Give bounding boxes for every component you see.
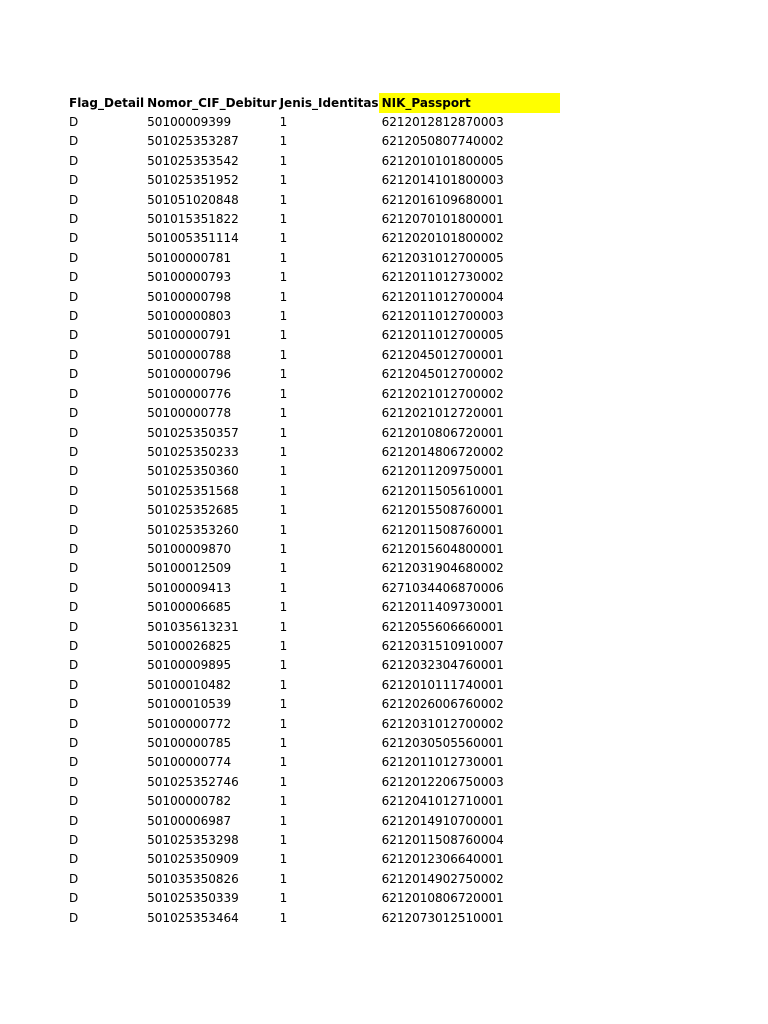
cell-flag-detail[interactable]: D bbox=[69, 483, 79, 498]
cell-nik-passport[interactable]: 6212055606660001 bbox=[381, 619, 504, 634]
table-row bbox=[66, 870, 560, 889]
cell-nomor-cif-debitur[interactable]: 50100000785 bbox=[147, 736, 232, 750]
debitur-table bbox=[66, 93, 560, 928]
cell-nik-passport[interactable]: 6271034406870006 bbox=[381, 580, 504, 595]
cell-jenis-identitas[interactable]: 1 bbox=[279, 231, 288, 246]
cell-jenis-identitas[interactable]: 1 bbox=[279, 134, 288, 149]
cell-flag-detail[interactable]: D bbox=[69, 541, 79, 556]
cell-nomor-cif-debitur[interactable]: 501025352685 bbox=[147, 503, 239, 518]
cell-flag-detail[interactable]: D bbox=[69, 444, 79, 459]
cell-flag-detail[interactable]: D bbox=[69, 212, 79, 227]
cell-jenis-identitas[interactable]: 1 bbox=[279, 406, 288, 421]
cell-nik-passport[interactable]: 6212011508760001 bbox=[381, 522, 504, 537]
table-row bbox=[66, 909, 560, 928]
cell-jenis-identitas[interactable]: 1 bbox=[279, 444, 288, 459]
header-flag-detail[interactable]: Flag_Detail bbox=[69, 96, 145, 110]
cell-nik-passport[interactable]: 6212011012700005 bbox=[381, 328, 504, 343]
cell-jenis-identitas[interactable]: 1 bbox=[279, 561, 288, 576]
cell-nik-passport[interactable]: 6212011505610001 bbox=[381, 483, 504, 498]
cell-nomor-cif-debitur[interactable]: 501015351822 bbox=[147, 212, 239, 227]
cell-nomor-cif-debitur[interactable]: 50100009413 bbox=[147, 580, 232, 595]
cell-nomor-cif-debitur[interactable]: 50100026825 bbox=[147, 638, 232, 653]
cell-nik-passport[interactable]: 6212014101800003 bbox=[381, 173, 504, 188]
cell-jenis-identitas[interactable]: 1 bbox=[279, 891, 288, 906]
cell-flag-detail[interactable]: D bbox=[69, 755, 79, 770]
cell-nomor-cif-debitur[interactable]: 501025353287 bbox=[147, 134, 239, 149]
table-row bbox=[66, 501, 560, 520]
table-row bbox=[66, 889, 560, 908]
cell-nik-passport[interactable]: 6212050807740002 bbox=[381, 134, 504, 149]
table-row bbox=[66, 307, 560, 326]
cell-jenis-identitas[interactable]: 1 bbox=[279, 755, 288, 770]
cell-nik-passport[interactable]: 6212011409730001 bbox=[381, 600, 504, 615]
cell-flag-detail[interactable]: D bbox=[69, 580, 79, 595]
cell-jenis-identitas[interactable]: 1 bbox=[279, 173, 288, 188]
table-row bbox=[66, 210, 560, 229]
cell-nik-passport[interactable]: 6212012206750003 bbox=[381, 774, 504, 789]
cell-jenis-identitas[interactable]: 1 bbox=[279, 600, 288, 615]
cell-nik-passport[interactable]: 6212021012700002 bbox=[381, 386, 504, 401]
cell-nik-passport[interactable]: 6212010111740001 bbox=[381, 677, 504, 692]
cell-flag-detail[interactable]: D bbox=[69, 774, 79, 789]
cell-flag-detail[interactable]: D bbox=[69, 270, 79, 285]
cell-nomor-cif-debitur[interactable]: 50100000776 bbox=[147, 386, 232, 401]
cell-flag-detail[interactable]: D bbox=[69, 522, 79, 537]
cell-flag-detail[interactable]: D bbox=[69, 309, 79, 324]
cell-jenis-identitas[interactable]: 1 bbox=[279, 309, 288, 324]
cell-nomor-cif-debitur[interactable]: 50100010539 bbox=[147, 697, 232, 712]
cell-flag-detail[interactable]: D bbox=[69, 619, 79, 634]
cell-nik-passport[interactable]: 6212026006760002 bbox=[381, 697, 504, 712]
table-row bbox=[66, 191, 560, 210]
cell-jenis-identitas[interactable]: 1 bbox=[279, 212, 288, 227]
cell-jenis-identitas[interactable]: 1 bbox=[279, 328, 288, 343]
table-row bbox=[66, 482, 560, 501]
table-row bbox=[66, 618, 560, 637]
cell-nik-passport[interactable]: 6212031012700005 bbox=[381, 250, 504, 265]
cell-nomor-cif-debitur[interactable]: 50100000778 bbox=[147, 406, 232, 421]
cell-jenis-identitas[interactable]: 1 bbox=[279, 658, 288, 673]
cell-jenis-identitas[interactable]: 1 bbox=[279, 716, 288, 731]
cell-jenis-identitas[interactable]: 1 bbox=[279, 833, 288, 848]
table-body bbox=[66, 113, 560, 928]
cell-nomor-cif-debitur[interactable]: 50100010482 bbox=[147, 677, 232, 692]
cell-nomor-cif-debitur[interactable]: 50100000791 bbox=[147, 328, 232, 343]
cell-flag-detail[interactable]: D bbox=[69, 192, 79, 207]
table-row bbox=[66, 229, 560, 248]
table-row bbox=[66, 521, 560, 540]
cell-flag-detail[interactable]: D bbox=[69, 425, 79, 440]
cell-nik-passport[interactable]: 6212011012700004 bbox=[381, 289, 504, 304]
cell-jenis-identitas[interactable]: 1 bbox=[279, 813, 288, 828]
cell-flag-detail[interactable]: D bbox=[69, 153, 79, 168]
cell-nik-passport[interactable]: 6212011209750001 bbox=[381, 464, 504, 479]
cell-flag-detail[interactable]: D bbox=[69, 910, 79, 925]
cell-flag-detail[interactable]: D bbox=[69, 658, 79, 673]
table-row bbox=[66, 462, 560, 481]
cell-flag-detail[interactable]: D bbox=[69, 833, 79, 848]
cell-nomor-cif-debitur[interactable]: 50100000781 bbox=[147, 250, 232, 265]
cell-nik-passport[interactable]: 6212015604800001 bbox=[381, 541, 504, 556]
table-row bbox=[66, 773, 560, 792]
cell-nik-passport[interactable]: 6212045012700002 bbox=[381, 367, 504, 382]
header-jenis-identitas[interactable]: Jenis_Identitas bbox=[279, 96, 379, 110]
table-row bbox=[66, 152, 560, 171]
cell-nomor-cif-debitur[interactable]: 50100009895 bbox=[147, 658, 232, 673]
header-nik-passport[interactable]: NIK_Passport bbox=[379, 93, 560, 113]
cell-nomor-cif-debitur[interactable]: 50100000782 bbox=[147, 794, 232, 809]
cell-nomor-cif-debitur[interactable]: 501025353464 bbox=[147, 910, 239, 925]
cell-flag-detail[interactable]: D bbox=[69, 231, 79, 246]
cell-jenis-identitas[interactable]: 1 bbox=[279, 736, 288, 750]
table-row bbox=[66, 268, 560, 287]
cell-nik-passport[interactable]: 6212031510910007 bbox=[381, 638, 504, 653]
cell-nik-passport[interactable]: 6212014806720002 bbox=[381, 444, 504, 459]
cell-nik-passport[interactable]: 6212045012700001 bbox=[381, 347, 504, 362]
cell-jenis-identitas[interactable]: 1 bbox=[279, 367, 288, 382]
table-row bbox=[66, 132, 560, 151]
cell-flag-detail[interactable]: D bbox=[69, 697, 79, 712]
cell-nik-passport[interactable]: 6212011508760004 bbox=[381, 833, 504, 848]
cell-nik-passport[interactable]: 6212010806720001 bbox=[381, 425, 504, 440]
cell-jenis-identitas[interactable]: 1 bbox=[279, 638, 288, 653]
cell-jenis-identitas[interactable]: 1 bbox=[279, 522, 288, 537]
cell-nik-passport[interactable]: 6212016109680001 bbox=[381, 192, 504, 207]
table-row bbox=[66, 598, 560, 617]
cell-nik-passport[interactable]: 6212014910700001 bbox=[381, 813, 504, 828]
cell-nomor-cif-debitur[interactable]: 50100009399 bbox=[147, 115, 232, 129]
cell-nik-passport[interactable]: 6212070101800001 bbox=[381, 212, 504, 227]
table-row bbox=[66, 249, 560, 268]
cell-flag-detail[interactable]: D bbox=[69, 794, 79, 809]
cell-nik-passport[interactable]: 6212030505560001 bbox=[381, 736, 504, 750]
cell-jenis-identitas[interactable]: 1 bbox=[279, 619, 288, 634]
cell-nik-passport[interactable]: 6212011012700003 bbox=[381, 309, 504, 324]
cell-flag-detail[interactable]: D bbox=[69, 600, 79, 615]
cell-nik-passport[interactable]: 6212011012730001 bbox=[381, 755, 504, 770]
cell-jenis-identitas[interactable]: 1 bbox=[279, 483, 288, 498]
table-row bbox=[66, 443, 560, 462]
cell-nik-passport[interactable]: 6212011012730002 bbox=[381, 270, 504, 285]
cell-jenis-identitas[interactable]: 1 bbox=[279, 541, 288, 556]
table-row bbox=[66, 540, 560, 559]
cell-nomor-cif-debitur[interactable]: 50100000774 bbox=[147, 755, 232, 770]
cell-nomor-cif-debitur[interactable]: 50100000772 bbox=[147, 716, 232, 731]
header-nomor-cif-debitur[interactable]: Nomor_CIF_Debitur bbox=[147, 96, 277, 110]
header-row bbox=[66, 93, 560, 113]
cell-nik-passport[interactable]: 6212012306640001 bbox=[381, 852, 504, 867]
cell-flag-detail[interactable]: D bbox=[69, 328, 79, 343]
cell-flag-detail[interactable]: D bbox=[69, 386, 79, 401]
cell-jenis-identitas[interactable]: 1 bbox=[279, 153, 288, 168]
cell-nomor-cif-debitur[interactable]: 501035350826 bbox=[147, 871, 239, 886]
table-row bbox=[66, 676, 560, 695]
cell-jenis-identitas[interactable]: 1 bbox=[279, 115, 288, 129]
table-row bbox=[66, 385, 560, 404]
cell-flag-detail[interactable]: D bbox=[69, 638, 79, 653]
cell-nomor-cif-debitur[interactable]: 50100012509 bbox=[147, 561, 232, 576]
cell-flag-detail[interactable]: D bbox=[69, 406, 79, 421]
cell-nomor-cif-debitur[interactable]: 501025350233 bbox=[147, 444, 239, 459]
cell-nomor-cif-debitur[interactable]: 501035613231 bbox=[147, 619, 239, 634]
table-row bbox=[66, 365, 560, 384]
cell-jenis-identitas[interactable]: 1 bbox=[279, 871, 288, 886]
cell-flag-detail[interactable]: D bbox=[69, 852, 79, 867]
cell-jenis-identitas[interactable]: 1 bbox=[279, 580, 288, 595]
cell-nomor-cif-debitur[interactable]: 50100000798 bbox=[147, 289, 232, 304]
cell-nik-passport[interactable]: 6212021012720001 bbox=[381, 406, 504, 421]
table-row bbox=[66, 831, 560, 850]
cell-flag-detail[interactable]: D bbox=[69, 115, 79, 129]
cell-flag-detail[interactable]: D bbox=[69, 173, 79, 188]
cell-nomor-cif-debitur[interactable]: 501051020848 bbox=[147, 192, 239, 207]
cell-nomor-cif-debitur[interactable]: 501025352746 bbox=[147, 774, 239, 789]
cell-nomor-cif-debitur[interactable]: 50100000788 bbox=[147, 347, 232, 362]
cell-jenis-identitas[interactable]: 1 bbox=[279, 910, 288, 925]
cell-nik-passport[interactable]: 6212012812870003 bbox=[381, 115, 504, 129]
cell-jenis-identitas[interactable]: 1 bbox=[279, 794, 288, 809]
cell-flag-detail[interactable]: D bbox=[69, 250, 79, 265]
cell-nomor-cif-debitur[interactable]: 501025350360 bbox=[147, 464, 239, 479]
cell-jenis-identitas[interactable]: 1 bbox=[279, 852, 288, 867]
cell-nomor-cif-debitur[interactable]: 501025350357 bbox=[147, 425, 239, 440]
cell-flag-detail[interactable]: D bbox=[69, 289, 79, 304]
cell-flag-detail[interactable]: D bbox=[69, 736, 79, 750]
table-row bbox=[66, 113, 560, 132]
cell-nik-passport[interactable]: 6212073012510001 bbox=[381, 910, 504, 925]
cell-jenis-identitas[interactable]: 1 bbox=[279, 503, 288, 518]
cell-nomor-cif-debitur[interactable]: 50100006685 bbox=[147, 600, 232, 615]
cell-flag-detail[interactable]: D bbox=[69, 677, 79, 692]
table-row bbox=[66, 288, 560, 307]
cell-nik-passport[interactable]: 6212031904680002 bbox=[381, 561, 504, 576]
cell-flag-detail[interactable]: D bbox=[69, 813, 79, 828]
table-row bbox=[66, 579, 560, 598]
table-row bbox=[66, 326, 560, 345]
table-row bbox=[66, 346, 560, 365]
cell-nomor-cif-debitur[interactable]: 501025351952 bbox=[147, 173, 239, 188]
table-row bbox=[66, 559, 560, 578]
cell-jenis-identitas[interactable]: 1 bbox=[279, 425, 288, 440]
cell-nomor-cif-debitur[interactable]: 501025350339 bbox=[147, 891, 239, 906]
cell-flag-detail[interactable]: D bbox=[69, 871, 79, 886]
cell-nik-passport[interactable]: 6212031012700002 bbox=[381, 716, 504, 731]
cell-jenis-identitas[interactable]: 1 bbox=[279, 386, 288, 401]
cell-nik-passport[interactable]: 6212041012710001 bbox=[381, 794, 504, 809]
table-row bbox=[66, 850, 560, 869]
cell-flag-detail[interactable]: D bbox=[69, 134, 79, 149]
cell-flag-detail[interactable]: D bbox=[69, 561, 79, 576]
cell-nomor-cif-debitur[interactable]: 50100000803 bbox=[147, 309, 232, 324]
cell-nomor-cif-debitur[interactable]: 501025351568 bbox=[147, 483, 239, 498]
table-row bbox=[66, 753, 560, 772]
cell-nomor-cif-debitur[interactable]: 501025350909 bbox=[147, 852, 239, 867]
table-row bbox=[66, 404, 560, 423]
cell-flag-detail[interactable]: D bbox=[69, 347, 79, 362]
cell-nik-passport[interactable]: 6212020101800002 bbox=[381, 231, 504, 246]
table-row bbox=[66, 792, 560, 811]
cell-jenis-identitas[interactable]: 1 bbox=[279, 464, 288, 479]
cell-nomor-cif-debitur[interactable]: 501005351114 bbox=[147, 231, 239, 246]
cell-flag-detail[interactable]: D bbox=[69, 503, 79, 518]
table-row bbox=[66, 734, 560, 753]
cell-nomor-cif-debitur[interactable]: 501025353260 bbox=[147, 522, 239, 537]
cell-nik-passport[interactable]: 6212010806720001 bbox=[381, 891, 504, 906]
cell-flag-detail[interactable]: D bbox=[69, 464, 79, 479]
table-row bbox=[66, 171, 560, 190]
table-row bbox=[66, 637, 560, 656]
table-row bbox=[66, 424, 560, 443]
cell-jenis-identitas[interactable]: 1 bbox=[279, 347, 288, 362]
spreadsheet bbox=[66, 93, 560, 928]
table-row bbox=[66, 715, 560, 734]
cell-nomor-cif-debitur[interactable]: 50100000793 bbox=[147, 270, 232, 285]
cell-flag-detail[interactable]: D bbox=[69, 716, 79, 731]
cell-nomor-cif-debitur[interactable]: 50100006987 bbox=[147, 813, 232, 828]
cell-jenis-identitas[interactable]: 1 bbox=[279, 270, 288, 285]
table-row bbox=[66, 656, 560, 675]
table-row bbox=[66, 695, 560, 714]
cell-nik-passport[interactable]: 6212010101800005 bbox=[381, 153, 504, 168]
cell-jenis-identitas[interactable]: 1 bbox=[279, 289, 288, 304]
cell-nik-passport[interactable]: 6212015508760001 bbox=[381, 503, 504, 518]
cell-nik-passport[interactable]: 6212014902750002 bbox=[381, 871, 504, 886]
cell-nomor-cif-debitur[interactable]: 501025353298 bbox=[147, 833, 239, 848]
cell-jenis-identitas[interactable]: 1 bbox=[279, 250, 288, 265]
table-row bbox=[66, 812, 560, 831]
cell-flag-detail[interactable]: D bbox=[69, 367, 79, 382]
cell-flag-detail[interactable]: D bbox=[69, 891, 79, 906]
cell-nomor-cif-debitur[interactable]: 501025353542 bbox=[147, 153, 239, 168]
cell-nik-passport[interactable]: 6212032304760001 bbox=[381, 658, 504, 673]
cell-jenis-identitas[interactable]: 1 bbox=[279, 192, 288, 207]
cell-nomor-cif-debitur[interactable]: 50100009870 bbox=[147, 541, 232, 556]
cell-jenis-identitas[interactable]: 1 bbox=[279, 774, 288, 789]
cell-jenis-identitas[interactable]: 1 bbox=[279, 697, 288, 712]
cell-jenis-identitas[interactable]: 1 bbox=[279, 677, 288, 692]
cell-nomor-cif-debitur[interactable]: 50100000796 bbox=[147, 367, 232, 382]
